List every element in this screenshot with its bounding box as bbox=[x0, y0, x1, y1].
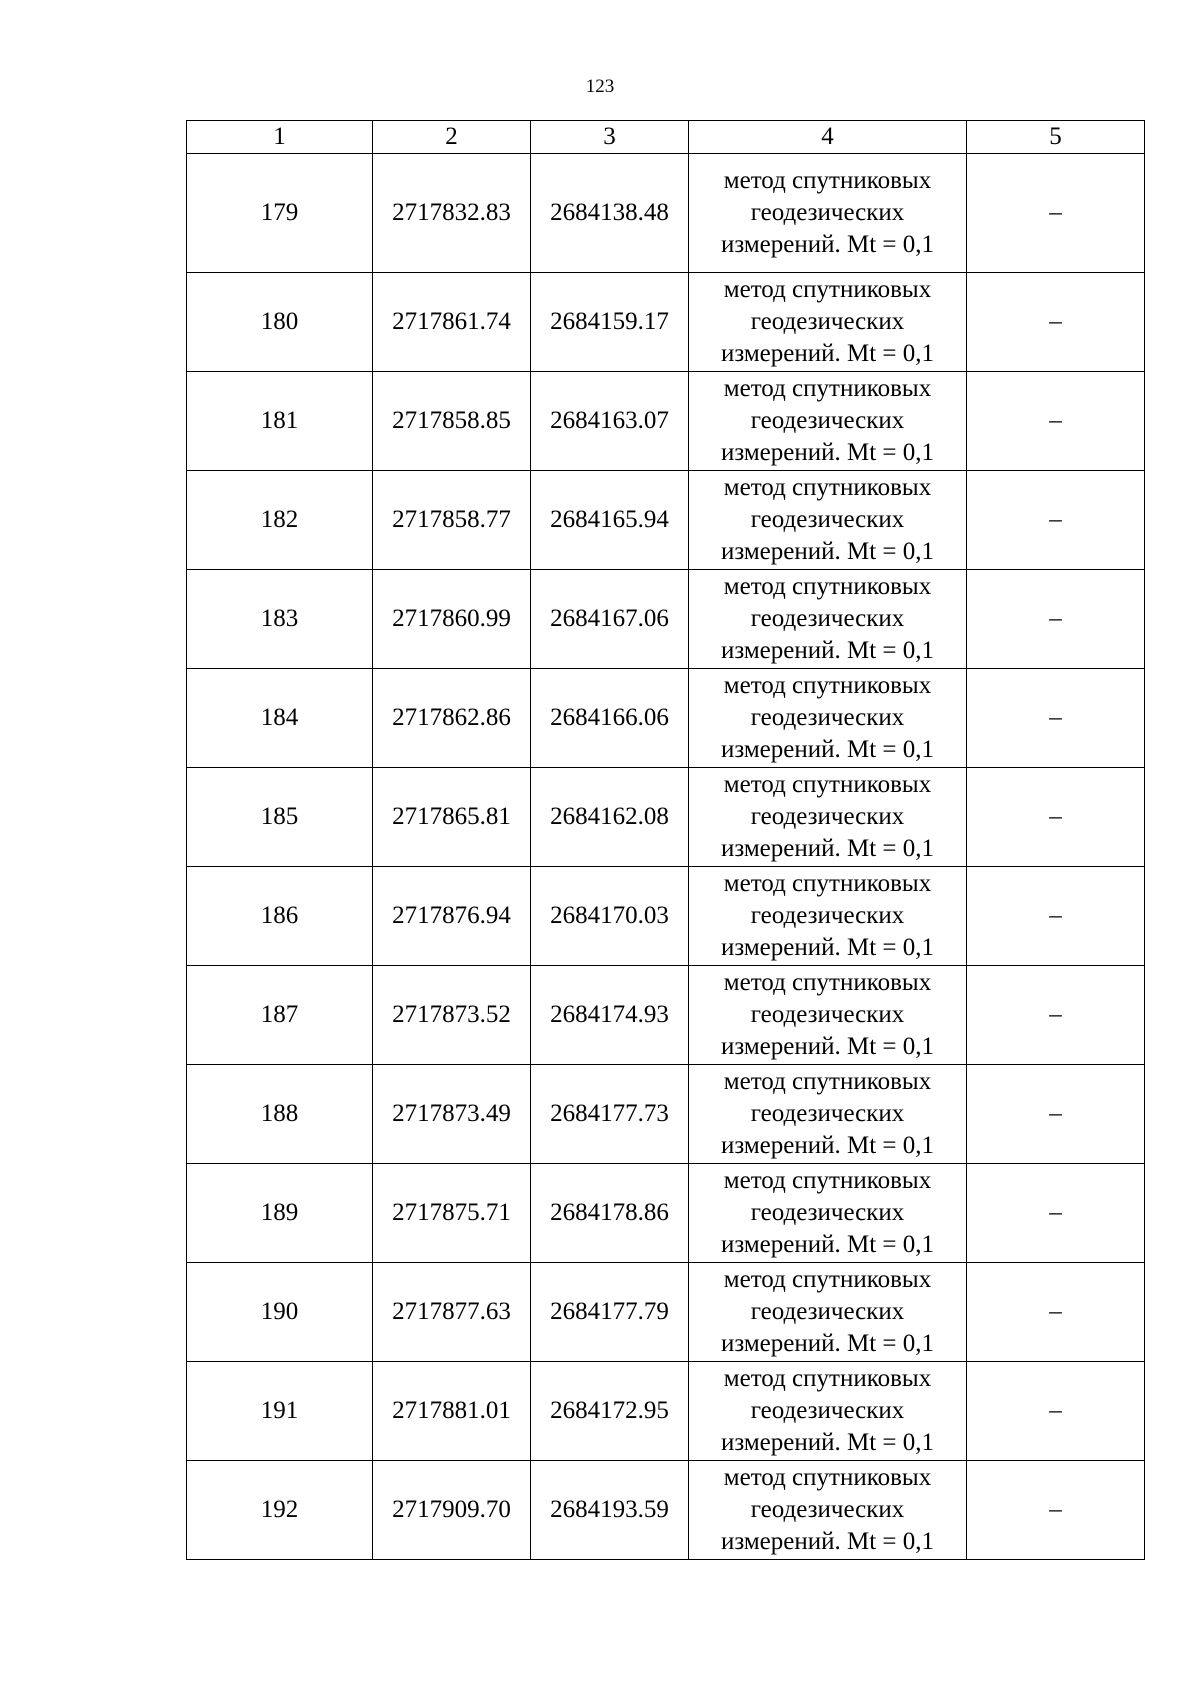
note-cell: – bbox=[967, 669, 1145, 768]
method-line: измерений. Mt = 0,1 bbox=[720, 1231, 935, 1258]
method-line: измерений. Mt = 0,1 bbox=[720, 934, 935, 961]
table-row bbox=[187, 154, 1145, 273]
point-number-cell: 189 bbox=[187, 1164, 373, 1263]
y-coordinate-cell: 2684138.48 bbox=[531, 154, 689, 273]
method-line: измерений. Mt = 0,1 bbox=[720, 736, 935, 763]
table-body bbox=[187, 154, 1145, 1560]
y-coordinate-cell: 2684177.79 bbox=[531, 1263, 689, 1362]
point-number-cell: 185 bbox=[187, 768, 373, 867]
method-line: измерений. Mt = 0,1 bbox=[720, 439, 935, 466]
method-line: измерений. Mt = 0,1 bbox=[720, 637, 935, 664]
method-line: метод спутниковых bbox=[723, 969, 932, 996]
note-cell: – bbox=[967, 471, 1145, 570]
method-cell bbox=[689, 1164, 967, 1263]
method-line: измерений. Mt = 0,1 bbox=[720, 1132, 935, 1159]
x-coordinate-cell: 2717881.01 bbox=[373, 1362, 531, 1461]
x-coordinate-cell: 2717865.81 bbox=[373, 768, 531, 867]
method-line: метод спутниковых bbox=[723, 1365, 932, 1392]
header-cell-1: 1 bbox=[187, 121, 373, 154]
table-row bbox=[187, 1065, 1145, 1164]
method-cell bbox=[689, 154, 967, 273]
x-coordinate-cell: 2717858.77 bbox=[373, 471, 531, 570]
table-row bbox=[187, 867, 1145, 966]
method-cell bbox=[689, 471, 967, 570]
table-row bbox=[187, 570, 1145, 669]
table-row bbox=[187, 768, 1145, 867]
point-number-cell: 192 bbox=[187, 1461, 373, 1560]
note-cell: – bbox=[967, 1362, 1145, 1461]
method-line: геодезических bbox=[750, 199, 905, 226]
method-line: метод спутниковых bbox=[723, 672, 932, 699]
note-cell: – bbox=[967, 273, 1145, 372]
method-line: метод спутниковых bbox=[723, 1068, 932, 1095]
point-number-cell: 191 bbox=[187, 1362, 373, 1461]
y-coordinate-cell: 2684166.06 bbox=[531, 669, 689, 768]
point-number-cell: 188 bbox=[187, 1065, 373, 1164]
note-cell: – bbox=[967, 1164, 1145, 1263]
method-line: измерений. Mt = 0,1 bbox=[720, 340, 935, 367]
point-number-cell: 183 bbox=[187, 570, 373, 669]
x-coordinate-cell: 2717877.63 bbox=[373, 1263, 531, 1362]
method-cell bbox=[689, 1065, 967, 1164]
note-cell: – bbox=[967, 372, 1145, 471]
method-line: метод спутниковых bbox=[723, 573, 932, 600]
table-row bbox=[187, 1362, 1145, 1461]
method-line: геодезических bbox=[750, 1199, 905, 1226]
point-number-cell: 184 bbox=[187, 669, 373, 768]
method-cell bbox=[689, 273, 967, 372]
y-coordinate-cell: 2684170.03 bbox=[531, 867, 689, 966]
note-cell: – bbox=[967, 570, 1145, 669]
method-line: измерений. Mt = 0,1 bbox=[720, 1429, 935, 1456]
x-coordinate-cell: 2717873.52 bbox=[373, 966, 531, 1065]
header-cell-3: 3 bbox=[531, 121, 689, 154]
method-line: метод спутниковых bbox=[723, 771, 932, 798]
method-line: геодезических bbox=[750, 308, 905, 335]
header-cell-5: 5 bbox=[967, 121, 1145, 154]
method-line: геодезических bbox=[750, 902, 905, 929]
method-line: геодезических bbox=[750, 1298, 905, 1325]
table-row bbox=[187, 273, 1145, 372]
method-line: измерений. Mt = 0,1 bbox=[720, 835, 935, 862]
x-coordinate-cell: 2717860.99 bbox=[373, 570, 531, 669]
x-coordinate-cell: 2717858.85 bbox=[373, 372, 531, 471]
method-line: метод спутниковых bbox=[723, 276, 932, 303]
method-cell bbox=[689, 1461, 967, 1560]
method-cell bbox=[689, 570, 967, 669]
point-number-cell: 181 bbox=[187, 372, 373, 471]
y-coordinate-cell: 2684159.17 bbox=[531, 273, 689, 372]
method-line: геодезических bbox=[750, 1397, 905, 1424]
method-cell bbox=[689, 1362, 967, 1461]
method-line: измерений. Mt = 0,1 bbox=[720, 231, 935, 258]
note-cell: – bbox=[967, 867, 1145, 966]
point-number-cell: 180 bbox=[187, 273, 373, 372]
method-line: метод спутниковых bbox=[723, 870, 932, 897]
method-line: геодезических bbox=[750, 704, 905, 731]
method-line: метод спутниковых bbox=[723, 474, 932, 501]
method-line: измерений. Mt = 0,1 bbox=[720, 538, 935, 565]
method-line: геодезических bbox=[750, 407, 905, 434]
method-line: геодезических bbox=[750, 1496, 905, 1523]
method-line: геодезических bbox=[750, 506, 905, 533]
x-coordinate-cell: 2717862.86 bbox=[373, 669, 531, 768]
y-coordinate-cell: 2684178.86 bbox=[531, 1164, 689, 1263]
table-row bbox=[187, 1461, 1145, 1560]
note-cell: – bbox=[967, 1065, 1145, 1164]
method-cell bbox=[689, 669, 967, 768]
method-line: геодезических bbox=[750, 605, 905, 632]
table-row bbox=[187, 669, 1145, 768]
method-line: метод спутниковых bbox=[723, 1266, 932, 1293]
table-header bbox=[187, 121, 1145, 154]
y-coordinate-cell: 2684172.95 bbox=[531, 1362, 689, 1461]
note-cell: – bbox=[967, 1461, 1145, 1560]
table-row bbox=[187, 1263, 1145, 1362]
method-line: геодезических bbox=[750, 1001, 905, 1028]
note-cell: – bbox=[967, 768, 1145, 867]
method-cell bbox=[689, 867, 967, 966]
y-coordinate-cell: 2684163.07 bbox=[531, 372, 689, 471]
note-cell: – bbox=[967, 1263, 1145, 1362]
method-line: измерений. Mt = 0,1 bbox=[720, 1330, 935, 1357]
method-line: метод спутниковых bbox=[723, 375, 932, 402]
table-row bbox=[187, 1164, 1145, 1263]
x-coordinate-cell: 2717873.49 bbox=[373, 1065, 531, 1164]
table-row bbox=[187, 966, 1145, 1065]
header-cell-2: 2 bbox=[373, 121, 531, 154]
table-row bbox=[187, 372, 1145, 471]
note-cell: – bbox=[967, 966, 1145, 1065]
page-number: 123 bbox=[585, 76, 615, 97]
method-line: метод спутниковых bbox=[723, 167, 932, 194]
method-line: геодезических bbox=[750, 803, 905, 830]
method-line: измерений. Mt = 0,1 bbox=[720, 1528, 935, 1555]
point-number-cell: 179 bbox=[187, 154, 373, 273]
point-number-cell: 187 bbox=[187, 966, 373, 1065]
method-line: измерений. Mt = 0,1 bbox=[720, 1033, 935, 1060]
method-cell bbox=[689, 1263, 967, 1362]
x-coordinate-cell: 2717909.70 bbox=[373, 1461, 531, 1560]
point-number-cell: 182 bbox=[187, 471, 373, 570]
point-number-cell: 190 bbox=[187, 1263, 373, 1362]
table-row bbox=[187, 471, 1145, 570]
y-coordinate-cell: 2684162.08 bbox=[531, 768, 689, 867]
y-coordinate-cell: 2684165.94 bbox=[531, 471, 689, 570]
method-cell bbox=[689, 372, 967, 471]
method-cell bbox=[689, 768, 967, 867]
method-line: геодезических bbox=[750, 1100, 905, 1127]
y-coordinate-cell: 2684174.93 bbox=[531, 966, 689, 1065]
y-coordinate-cell: 2684167.06 bbox=[531, 570, 689, 669]
method-line: метод спутниковых bbox=[723, 1167, 932, 1194]
coordinates-table bbox=[186, 120, 1145, 1560]
note-cell: – bbox=[967, 154, 1145, 273]
point-number-cell: 186 bbox=[187, 867, 373, 966]
x-coordinate-cell: 2717861.74 bbox=[373, 273, 531, 372]
x-coordinate-cell: 2717832.83 bbox=[373, 154, 531, 273]
y-coordinate-cell: 2684177.73 bbox=[531, 1065, 689, 1164]
y-coordinate-cell: 2684193.59 bbox=[531, 1461, 689, 1560]
header-row bbox=[187, 121, 1145, 154]
x-coordinate-cell: 2717875.71 bbox=[373, 1164, 531, 1263]
x-coordinate-cell: 2717876.94 bbox=[373, 867, 531, 966]
header-cell-4: 4 bbox=[689, 121, 967, 154]
method-line: метод спутниковых bbox=[723, 1464, 932, 1491]
method-cell bbox=[689, 966, 967, 1065]
